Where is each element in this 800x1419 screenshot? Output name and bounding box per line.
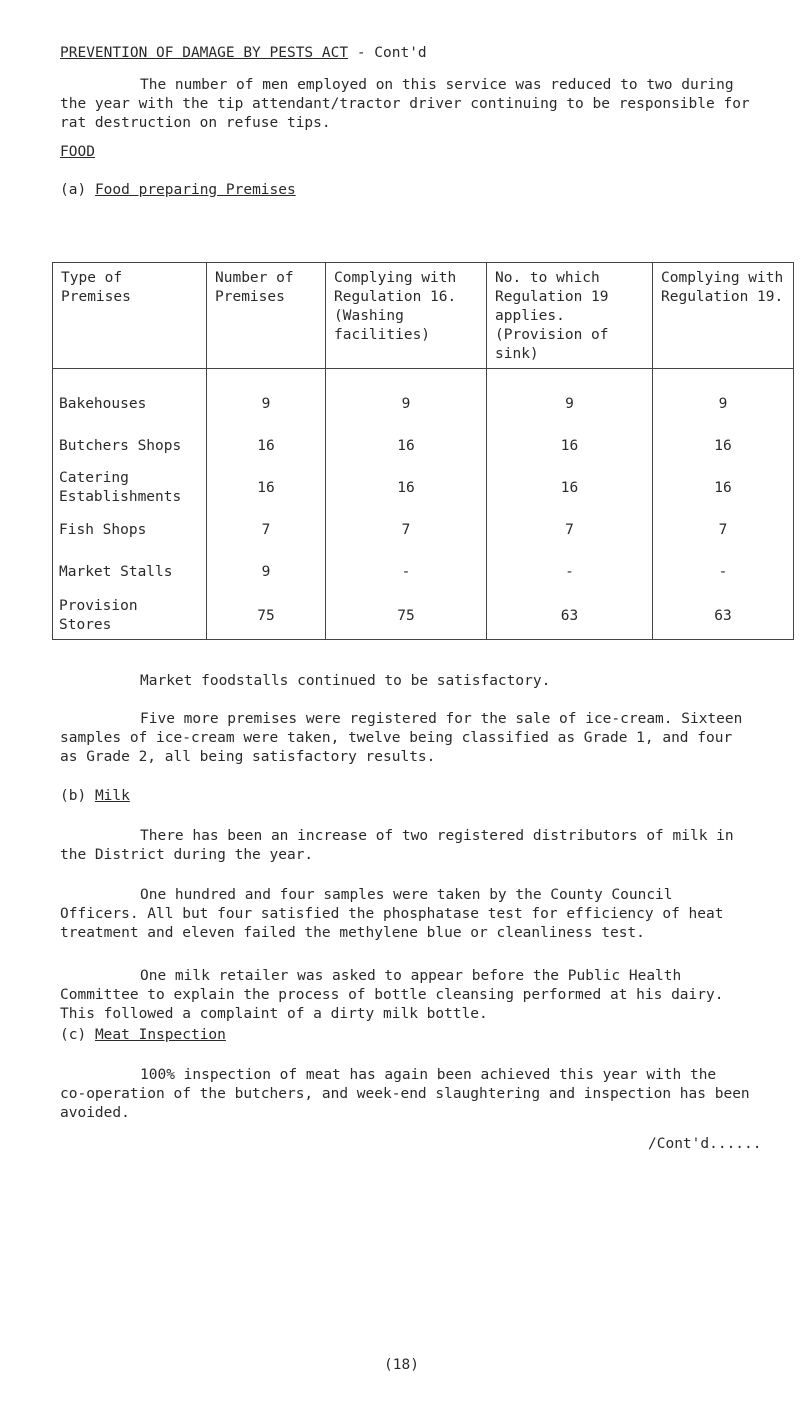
row-type	[53, 593, 207, 640]
running-title: PREVENTION OF DAMAGE BY PESTS ACT	[60, 45, 349, 61]
row-type-line1: Provision	[59, 598, 138, 614]
cell-number: 7	[207, 509, 326, 551]
subsection-b-title: Milk	[94, 788, 130, 804]
subsection-a-label: (a)	[60, 182, 87, 198]
table-header-row	[53, 263, 794, 369]
cell-reg16: 16	[326, 425, 487, 467]
row-type: Market Stalls	[53, 551, 207, 593]
subsection-b-label: (b)	[60, 788, 87, 804]
para-meat: 100% inspection of meat has again been achieved this year with the co-operation of the butchers, and week-end slaughtering and inspection has been avoided.	[60, 1067, 750, 1121]
cell-reg19-applies: 7	[487, 509, 653, 551]
table-row	[53, 383, 794, 425]
cell-reg16: 75	[326, 593, 487, 640]
table-row	[53, 425, 794, 467]
continued-marker: - Cont'd	[356, 45, 427, 61]
cell-number: 9	[207, 551, 326, 593]
cell-reg19-applies: 9	[487, 383, 653, 425]
subsection-a-title: Food preparing Premises	[94, 182, 296, 198]
cell-reg19-complying: 9	[653, 383, 794, 425]
subsection-heading-a	[60, 181, 296, 200]
header-type: Type of Premises	[53, 263, 207, 369]
para-milk-samples: One hundred and four samples were taken by the County Council Officers. All but four satisfied the phosphatase test for efficiency of heat treatment and eleven failed the methylene blue or cleanliness test.	[60, 887, 724, 941]
row-type: Fish Shops	[53, 509, 207, 551]
cell-reg19-applies: 16	[487, 425, 653, 467]
cell-reg19-applies: 63	[487, 593, 653, 640]
table-row	[53, 593, 794, 640]
cell-number: 75	[207, 593, 326, 640]
cell-reg16: 9	[326, 383, 487, 425]
row-type-line2: Establishments	[59, 489, 182, 505]
cell-number: 9	[207, 383, 326, 425]
cell-reg19-complying: 16	[653, 425, 794, 467]
cell-reg16: 7	[326, 509, 487, 551]
cell-number: 16	[207, 425, 326, 467]
cell-reg19-complying: 7	[653, 509, 794, 551]
cell-reg16: 16	[326, 467, 487, 509]
table-row	[53, 551, 794, 593]
continued-footer: /Cont'd......	[648, 1136, 762, 1152]
header-reg19-applies: No. to which Regulation 19 applies. (Provision of sink)	[487, 263, 653, 369]
para-market: Market foodstalls continued to be satisfactory.	[140, 673, 551, 689]
subsection-c-label: (c)	[60, 1027, 87, 1043]
row-type-line2: Stores	[59, 617, 112, 633]
cell-reg19-complying: 63	[653, 593, 794, 640]
cell-reg19-complying: -	[653, 551, 794, 593]
para-icecream: Five more premises were registered for the sale of ice-cream. Sixteen samples of ice-cream were taken, twelve being classified as Grade 1, and four as Grade 2, all being satisfactory results.	[60, 711, 743, 765]
cell-reg19-applies: -	[487, 551, 653, 593]
cell-reg16: -	[326, 551, 487, 593]
running-header	[60, 44, 427, 63]
cell-reg19-applies: 16	[487, 467, 653, 509]
para-milk-distributors: There has been an increase of two registered distributors of milk in the District during the year.	[60, 828, 734, 863]
row-type: Bakehouses	[53, 383, 207, 425]
header-reg16: Complying with Regulation 16. (Washing facilities)	[326, 263, 487, 369]
intro-paragraph: The number of men employed on this service was reduced to two during the year with the tip attendant/tractor driver continuing to be responsible for rat destruction on refuse tips.	[60, 77, 750, 131]
table-row	[53, 467, 794, 509]
row-type-line1: Catering	[59, 470, 129, 486]
table-spacer	[53, 369, 794, 384]
para-milk-retailer: One milk retailer was asked to appear before the Public Health Committee to explain the process of bottle cleansing performed at his dairy. This followed a complaint of a dirty milk bottle.	[60, 968, 724, 1022]
header-reg19-complying: Complying with Regulation 19.	[653, 263, 794, 369]
subsection-heading-c	[60, 1026, 226, 1045]
cell-reg19-complying: 16	[653, 467, 794, 509]
row-type: Butchers Shops	[53, 425, 207, 467]
section-heading-food: FOOD	[60, 144, 95, 160]
row-type	[53, 467, 207, 509]
cell-number: 16	[207, 467, 326, 509]
table-row	[53, 509, 794, 551]
subsection-c-title: Meat Inspection	[94, 1027, 226, 1043]
food-premises-table	[52, 262, 794, 640]
page-number: (18)	[384, 1357, 419, 1373]
header-number: Number of Premises	[207, 263, 326, 369]
subsection-heading-b	[60, 787, 130, 806]
